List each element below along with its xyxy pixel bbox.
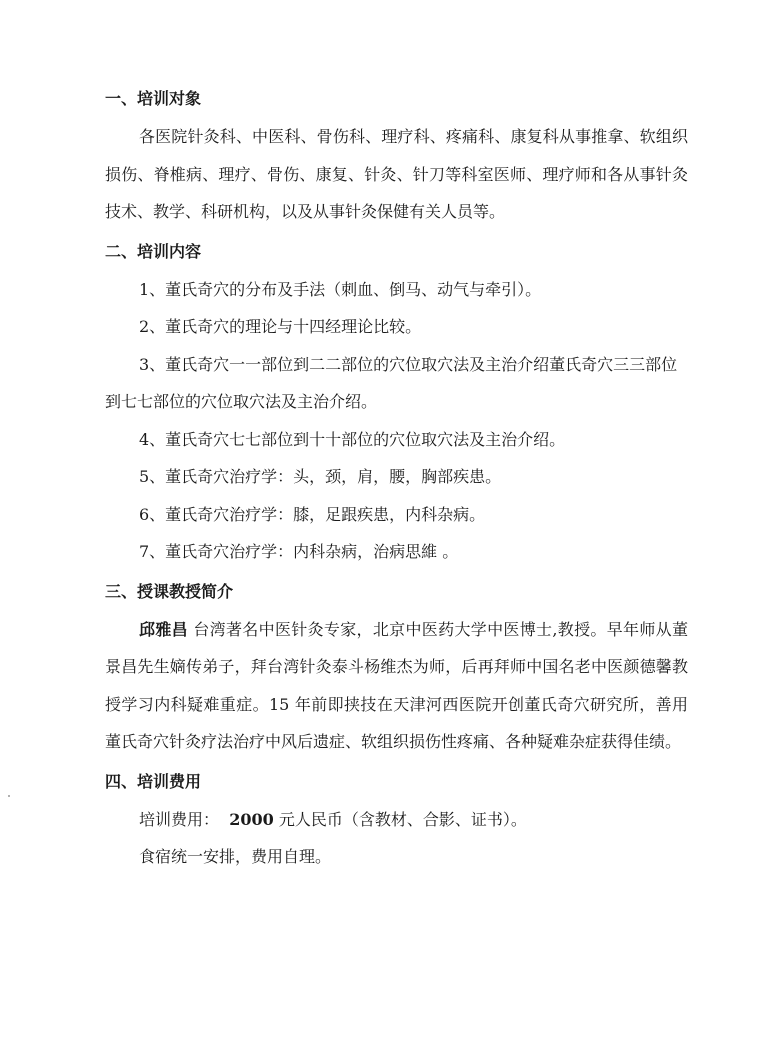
content-item-6: 6、董氏奇穴治疗学：膝，足跟疾患，内科杂病。 (139, 504, 486, 524)
content-item-2: 2、董氏奇穴的理论与十四经理论比较。 (139, 317, 422, 336)
professor-paragraph (105, 611, 688, 761)
section-heading-trainees: 一、培训对象 (105, 89, 202, 108)
fee-label: 培训费用： (139, 809, 220, 829)
content-item-3: 3、董氏奇穴一一部位到二二部位的穴位取穴法及主治介绍董氏奇穴三三部位到七七部位的穴位取穴法及主治介绍。 (105, 354, 678, 411)
trainees-paragraph: 各医院针灸科、中医科、骨伤科、理疗科、疼痛科、康复科从事推拿、软组织损伤、脊椎病、理疗、骨伤、康复、针灸、针刀等科室医师、理疗师和各从事针灸技术、教学、科研机构，以及从事针灸保健有关人员等。 (105, 127, 688, 221)
professor-name: 邱雅昌 (139, 619, 188, 639)
fees-block (105, 801, 688, 876)
content-item-5: 5、董氏奇穴治疗学：头，颈，肩，腰，胸部疾患。 (139, 467, 502, 486)
fee-line (105, 801, 688, 839)
section-heading-content: 二、培训内容 (105, 241, 202, 261)
content-list (105, 271, 688, 571)
fee-details: 元人民币（含教材、合影、证书）。 (278, 809, 527, 829)
content-item-1: 1、董氏奇穴的分布及手法（刺血、倒马、动气与牵引）。 (139, 279, 542, 299)
section-heading-fees: 四、培训费用 (105, 771, 202, 791)
content-item-4: 4、董氏奇穴七七部位到十十部位的穴位取穴法及主治介绍。 (139, 429, 566, 449)
section-heading-professor: 三、授课教授简介 (105, 581, 234, 601)
professor-bio: 台湾著名中医针灸专家，北京中医药大学中医博士,教授。早年师从董景昌先生嫡传弟子，拜台湾针灸泰斗杨维杰为师，后再拜师中国名老中医颜德馨教授学习内科疑难重症。15 年前即挟技在天津河西医院开创董氏奇穴研究所，善用董氏奇穴针灸疗法治疗中风后遗症、软组织损伤性疼痛、各种疑难杂症获得佳绩。 (105, 619, 688, 751)
content-item-7: 7、董氏奇穴治疗学：内科杂病，治病思維 。 (139, 542, 459, 561)
scan-speck (8, 795, 10, 797)
lodging-line: 食宿统一安排，费用自理。 (139, 847, 332, 866)
fee-amount: 2000 (229, 809, 274, 829)
